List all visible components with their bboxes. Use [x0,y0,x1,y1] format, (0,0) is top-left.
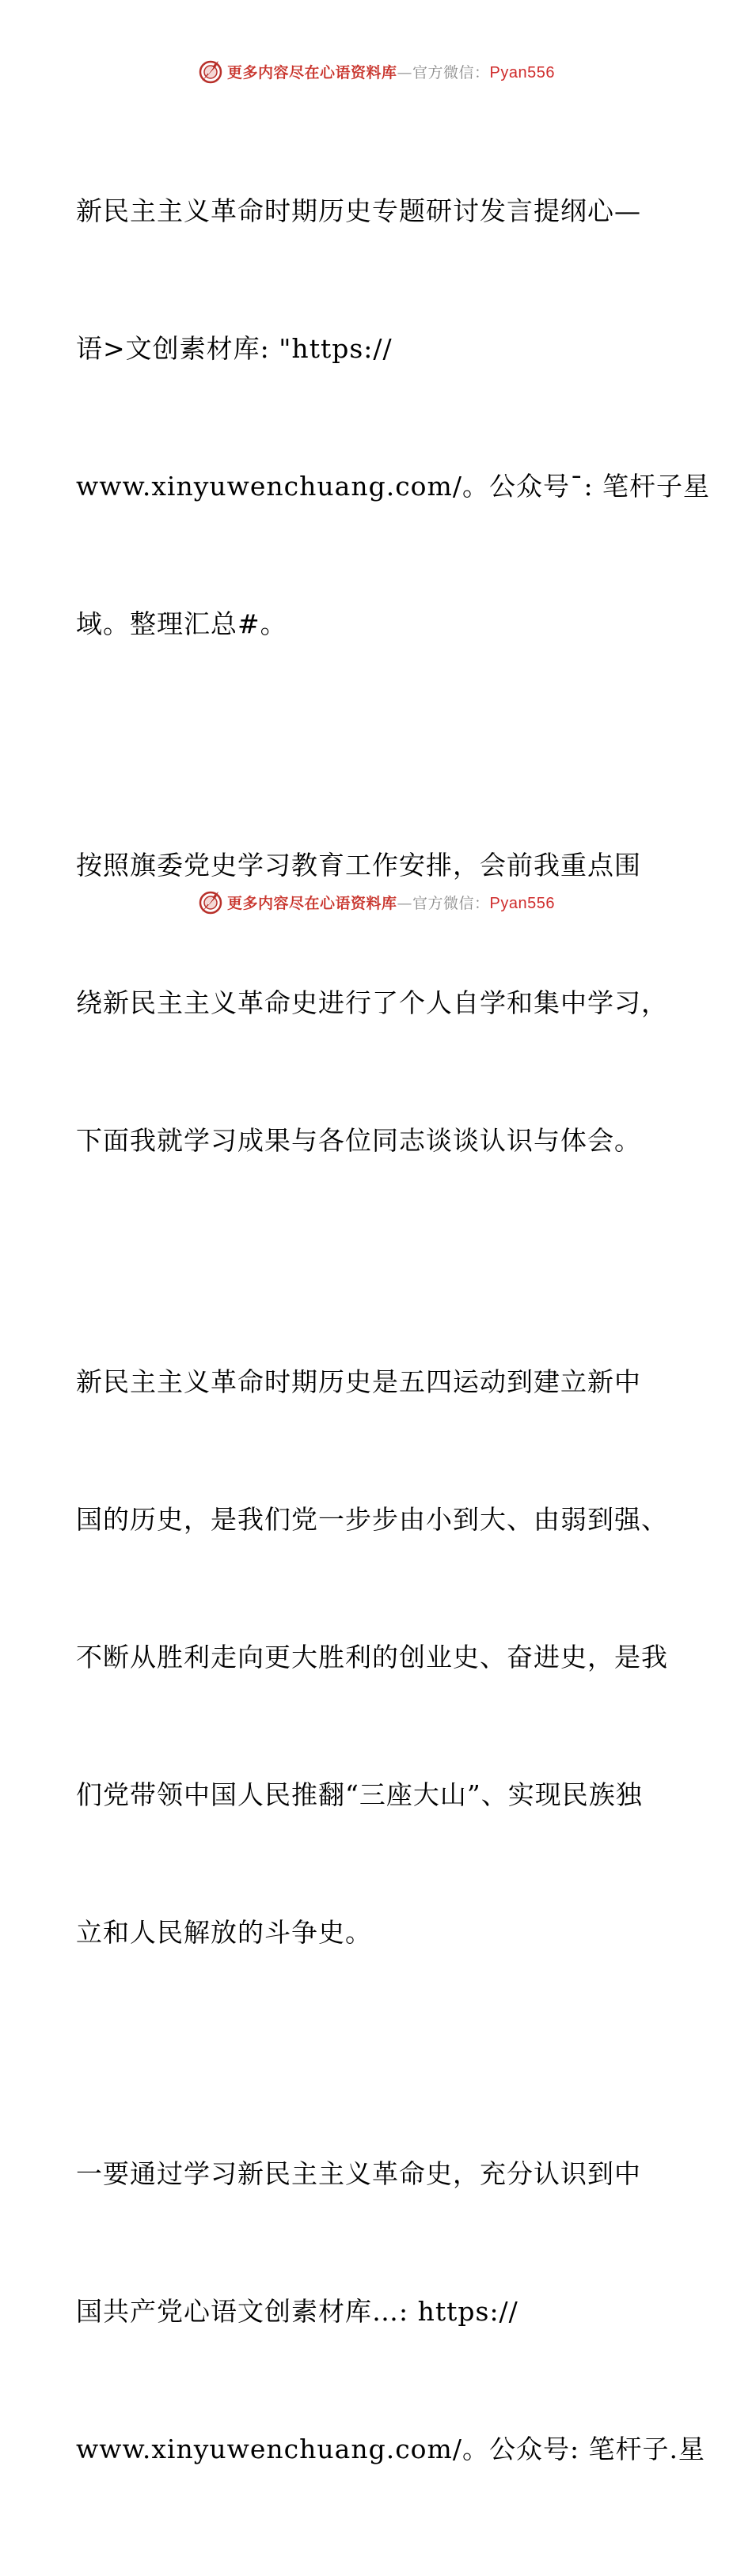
quill-pen-logo-icon [197,888,224,915]
text-line: www.xinyuwenchuang.com/。公众号¯: 笔杆子星 [76,471,711,502]
footer-text [227,892,555,913]
footer-label: 官方微信： [412,894,490,912]
text-line: 立和人民解放的斗争史。 [76,1917,372,1948]
footer-brand-text: 更多内容尽在心语资料库 [227,894,397,912]
text-line: 国共产党心语文创素材库…: https:// [76,2296,518,2327]
text-line: 域。整理汇总#。 [76,608,287,639]
header-separator: — [397,63,413,81]
paragraph-intro [76,751,686,1256]
document-body [76,97,711,2576]
header-handle: Pyan556 [489,63,555,81]
text-line: www.xinyuwenchuang.com/。公众号: 笔杆子.星 [76,2434,706,2464]
header-label: 官方微信： [412,63,490,81]
header-brand-text: 更多内容尽在心语资料库 [227,63,397,81]
footer-banner [0,886,752,918]
text-line: 们党带领中国人民推翻“三座大山”、实现民族独 [76,1779,643,1810]
text-line: 不断从胜利走向更大胜利的创业史、奋进史，是我 [76,1642,668,1673]
paragraph-title [76,97,711,739]
header-text [227,61,555,82]
quill-pen-logo-icon [197,58,224,85]
header-banner [0,55,752,87]
text-line: 一要通过学习新民主主义革命史，充分认识到中 [76,2158,641,2189]
paragraph-point-one [76,2059,706,2564]
text-line: 语>文创素材库: "https:// [76,333,393,364]
text-line: 新民主主义革命时期历史是五四运动到建立新中 [76,1366,641,1397]
text-line: 下面我就学习成果与各位同志谈谈认识与体会。 [76,1125,641,1156]
footer-separator: — [397,894,413,912]
text-line: 新民主主义革命时期历史专题研讨发言提纲心— [76,195,641,226]
text-line: 国的历史，是我们党一步步由小到大、由弱到强、 [76,1504,668,1535]
text-line: 绕新民主主义革命史进行了个人自学和集中学习， [76,987,668,1018]
paragraph-history [76,1267,686,2048]
text-line: 按照旗委党史学习教育工作安排，会前我重点围 [76,850,641,881]
footer-handle: Pyan556 [489,894,555,912]
